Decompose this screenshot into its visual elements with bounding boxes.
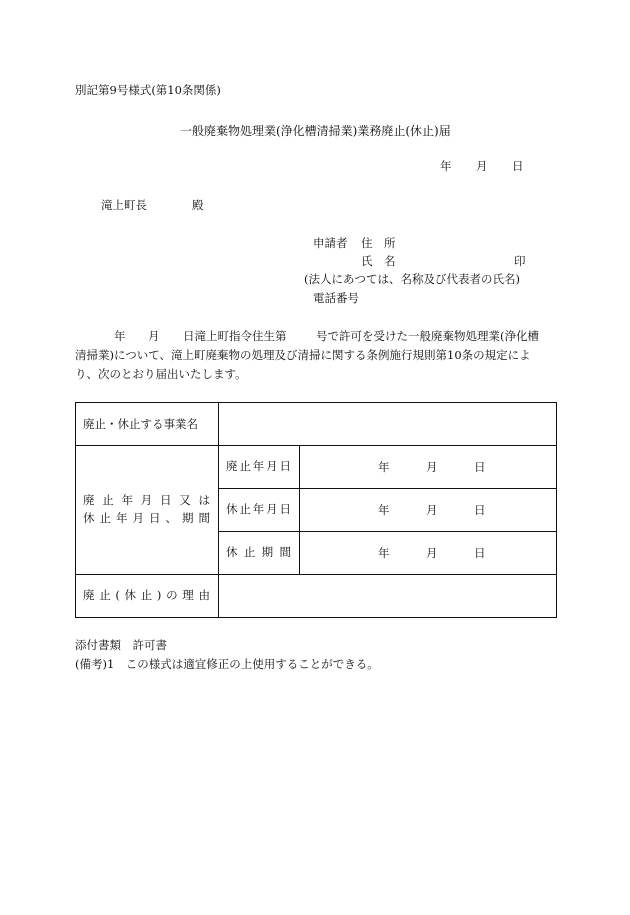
- date-month-label: 月: [476, 159, 488, 173]
- date-day-label: 日: [512, 159, 524, 173]
- date-year-label: 年: [378, 460, 390, 474]
- date-day-label: 日: [474, 546, 486, 560]
- remarks-line: (備考)1 この様式は適宜修正の上使用することができる。: [75, 657, 379, 671]
- body-permit-tail: 号で許可を受けた一般廃棄物処理業(浄化槽: [316, 329, 539, 343]
- date-day-label: 日: [474, 503, 486, 517]
- body-line-3: り、次のとおり届出いたします。: [75, 367, 247, 381]
- suspension-period-field[interactable]: [300, 532, 557, 575]
- date-day-label: 日: [474, 460, 486, 474]
- business-name-label: 廃止・休止する事業名: [76, 403, 219, 446]
- seal-mark: 印: [514, 254, 526, 268]
- body-permit-text: 日滝上町指令住生第: [183, 329, 287, 343]
- applicant-name-label: 氏 名: [361, 254, 396, 268]
- body-line-2: 清掃業)について、滝上町廃棄物の処理及び清掃に関する条例施行規則第10条の規定によ: [75, 348, 531, 362]
- table-row: [76, 446, 557, 489]
- date-year-label: 年: [378, 546, 390, 560]
- date-group-label-line-1: 廃止年月日又は: [83, 493, 210, 508]
- abolition-date-label: 廃止年月日: [219, 446, 300, 489]
- reason-row: [76, 575, 557, 618]
- submission-date: [440, 161, 530, 175]
- body-month-label: 月: [148, 329, 160, 343]
- date-group-label-line-2: 休止年月日、期間: [83, 511, 210, 525]
- reason-field[interactable]: [219, 575, 557, 618]
- addressee-name: 滝上町長: [101, 198, 147, 212]
- attachments-line: 添付書類 許可書: [75, 638, 167, 652]
- date-group-label: [76, 446, 219, 575]
- reason-label: 廃止(休止)の理由: [76, 575, 219, 618]
- notification-table: [75, 402, 557, 618]
- body-line-1: [114, 331, 574, 345]
- suspension-date-label: 休止年月日: [219, 489, 300, 532]
- applicant-phone-label: 電話番号: [313, 291, 359, 305]
- abolition-date-field[interactable]: [300, 446, 557, 489]
- business-name-field[interactable]: [219, 403, 557, 446]
- addressee-honorific: 殿: [192, 198, 204, 212]
- suspension-date-field[interactable]: [300, 489, 557, 532]
- date-month-label: 月: [426, 546, 438, 560]
- applicant-label: 申請者: [313, 236, 348, 250]
- date-month-label: 月: [426, 460, 438, 474]
- form-number: 別記第9号様式(第10条関係): [75, 83, 221, 97]
- document-title: 一般廃棄物処理業(浄化槽清掃業)業務廃止(休止)届: [180, 124, 451, 138]
- date-month-label: 月: [426, 503, 438, 517]
- applicant-address-label: 住 所: [361, 236, 396, 250]
- business-name-row: [76, 403, 557, 446]
- date-year-label: 年: [440, 159, 452, 173]
- date-year-label: 年: [378, 503, 390, 517]
- applicant-note: (法人にあつては、名称及び代表者の氏名): [304, 272, 520, 286]
- body-year-label: 年: [114, 329, 126, 343]
- suspension-period-label: 休止期間: [219, 532, 300, 575]
